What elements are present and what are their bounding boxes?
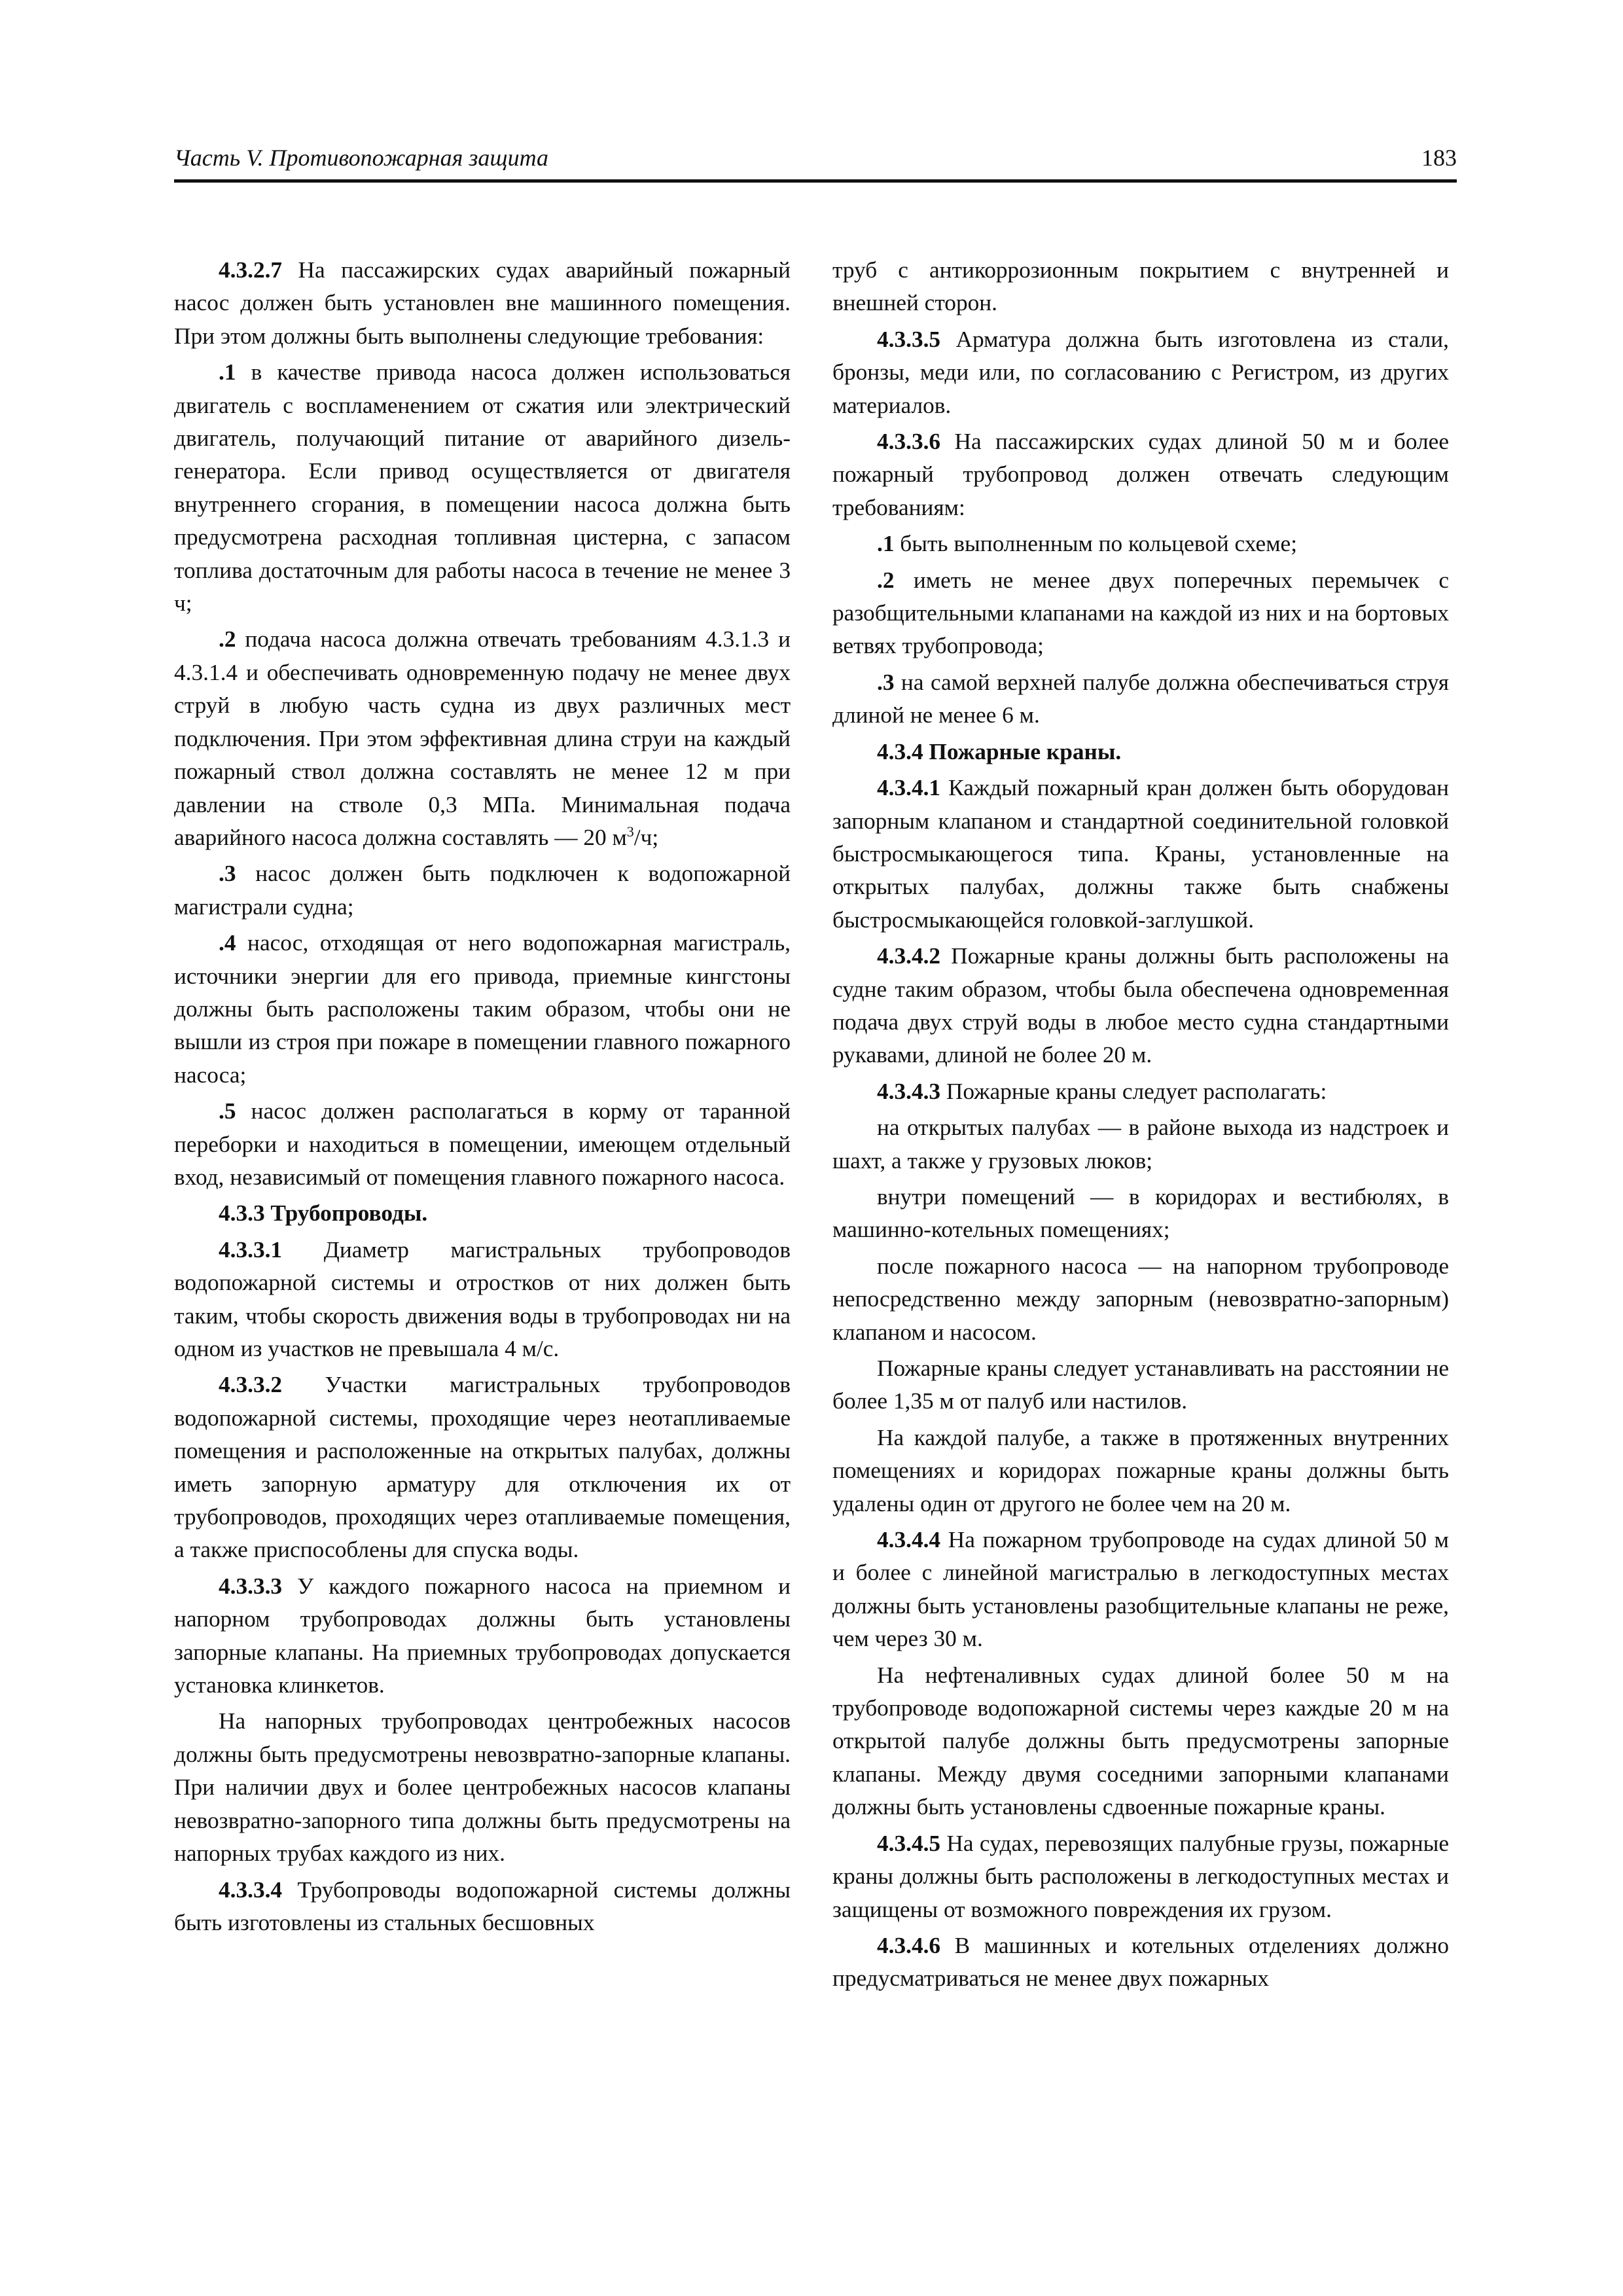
paragraph-text: На судах, перевозящих палубные грузы, пожарные краны должны быть расположены в легкодоступных местах и защищены от возможного повреждения их грузом. — [832, 1830, 1449, 1922]
paragraph — [832, 666, 1449, 732]
paragraph-text: насос должен быть подключен к водопожарной магистрали судна; — [174, 861, 791, 920]
paragraph-text: Диаметр магистральных трубопроводов водопожарной системы и отростков от них должен быть таким, чтобы скорость движения воды в трубопроводах ни на одном из участков не превышала 4 м/с. — [174, 1236, 791, 1361]
paragraph-text: на открытых палубах — в районе выхода из надстроек и шахт, а также у грузовых люков; — [832, 1115, 1449, 1174]
clause-number: .2 — [219, 626, 236, 653]
paragraph — [174, 623, 791, 854]
paragraph-text: Пожарные краны должны быть расположены на судне таким образом, чтобы была обеспечена одновременная подача двух струй воды в любое место судна стандартными рукавами, длиной не более 20 м. — [832, 943, 1449, 1068]
clause-number: 4.3.3.4 — [219, 1876, 283, 1903]
paragraph — [174, 1369, 791, 1566]
paragraph — [174, 1874, 791, 1940]
paragraph-text: Участки магистральных трубопроводов водопожарной системы, проходящие через неотапливаемые помещения и расположенные на открытых палубах, должны иметь запорную арматуру для отключения их от трубопроводов, проходящих через отапливаемые помещения, а также приспособлены для спуска воды. — [174, 1372, 791, 1563]
clause-number: 4.3.3.6 — [877, 429, 941, 455]
clause-number: .1 — [877, 531, 895, 557]
paragraph — [832, 1659, 1449, 1824]
clause-number: .1 — [219, 359, 236, 386]
paragraph — [832, 1250, 1449, 1349]
clause-number: .3 — [219, 861, 236, 887]
paragraph — [174, 254, 791, 353]
clause-number: 4.3.3.3 — [219, 1573, 283, 1599]
paragraph-text: На пассажирских судах длиной 50 м и более пожарный трубопровод должен отвечать следующим требованиям: — [832, 429, 1449, 520]
clause-number: .5 — [219, 1098, 236, 1124]
paragraph — [832, 1827, 1449, 1926]
paragraph — [832, 1181, 1449, 1247]
clause-number: .4 — [219, 930, 236, 956]
clause-number: 4.3.4.5 — [877, 1830, 941, 1856]
running-title: Часть V. Противопожарная защита — [174, 145, 549, 171]
paragraph — [832, 1422, 1449, 1520]
paragraph — [174, 1705, 791, 1870]
paragraph — [832, 1075, 1449, 1108]
clause-number: 4.3.3.1 — [219, 1236, 283, 1263]
paragraph — [832, 1352, 1449, 1418]
paragraph — [832, 425, 1449, 524]
paragraph-text: На напорных трубопроводах центробежных насосов должны быть предусмотрены невозвратно-запорные клапаны. При наличии двух и более центробежных насосов клапаны невозвратно-запорного типа должны быть предусмотрены на напорных трубах каждого из них. — [174, 1708, 791, 1867]
superscript: 3 — [626, 823, 634, 840]
page-header — [174, 141, 1457, 183]
paragraph-text: На каждой палубе, а также в протяженных внутренних помещениях и коридорах пожарные краны должны быть удалены один от другого не более чем на 20 м. — [832, 1424, 1449, 1516]
paragraph — [832, 323, 1449, 422]
paragraph — [832, 1929, 1449, 1996]
paragraph-text: в качестве привода насоса должен использоваться двигатель с воспламенением от сжатия или электрический двигатель, получающий питание от аварийного дизель-генератора. Если привод осуществляется от двигателя внутреннего сгорания, в помещении насоса должна быть предусмотрена расходная топливная цистерна, с запасом топлива достаточным для работы насоса в течение не менее 3 ч; — [174, 359, 791, 617]
paragraph — [832, 528, 1449, 560]
paragraph — [174, 1570, 791, 1702]
clause-number: 4.3.3.2 — [219, 1372, 283, 1398]
paragraph — [832, 1524, 1449, 1656]
clause-number: 4.3.4.3 — [877, 1078, 941, 1104]
paragraph — [174, 1234, 791, 1366]
paragraph-text: Трубопроводы водопожарной системы должны быть изготовлены из стальных бесшовных — [174, 1876, 791, 1935]
paragraph-text: на самой верхней палубе должна обеспечиваться струя длиной не менее 6 м. — [832, 669, 1449, 728]
paragraph-text: подача насоса должна отвечать требованиям 4.3.1.3 и 4.3.1.4 и обеспечивать одновременную подачу не менее двух струй в любую часть судна из двух различных мест подключения. При этом эффективная длина струи на каждый пожарный ствол должна составлять не менее 12 м при давлении на стволе 0,3 МПа. Минимальная подача аварийного насоса должна составлять — 20 м — [174, 626, 791, 850]
clause-number: 4.3.4.1 — [877, 775, 941, 801]
clause-number: 4.3.3.5 — [877, 326, 941, 352]
paragraph-text: На пассажирских судах аварийный пожарный насос должен быть установлен вне машинного помещения. При этом должны быть выполнены следующие требования: — [174, 257, 791, 349]
section-heading: 4.3.4 Пожарные краны. — [877, 738, 1122, 764]
paragraph-text-tail: /ч; — [633, 824, 659, 850]
paragraph-text: иметь не менее двух поперечных перемычек с разобщительными клапанами на каждой из них и на бортовых ветвях трубопровода; — [832, 567, 1449, 659]
clause-number: .3 — [877, 669, 895, 695]
paragraph-text: быть выполненным по кольцевой схеме; — [894, 531, 1298, 557]
section-heading: 4.3.3 Трубопроводы. — [219, 1200, 428, 1227]
paragraph-text: У каждого пожарного насоса на приемном и напорном трубопроводах должны быть установлены запорные клапаны. На приемных трубопроводах допускается установка клинкетов. — [174, 1573, 791, 1698]
clause-number: 4.3.2.7 — [219, 257, 283, 283]
paragraph — [832, 1111, 1449, 1177]
clause-number: .2 — [877, 567, 895, 593]
paragraph — [174, 927, 791, 1092]
paragraph-text: На нефтеналивных судах длиной более 50 м на трубопроводе водопожарной системы через каждые 20 м на открытой палубе должны быть предусмотрены запорные клапаны. Между двумя соседними запорными клапанами должны быть установлены сдвоенные пожарные краны. — [832, 1662, 1449, 1820]
paragraph-text: Каждый пожарный кран должен быть оборудован запорным клапаном и стандартной соединительной головкой быстросмыкающегося типа. Краны, установленные на открытых палубах, должны также быть снабжены быстросмыкающейся головкой-заглушкой. — [832, 775, 1449, 933]
paragraph-text: внутри помещений — в коридорах и вестибюлях, в машинно-котельных помещениях; — [832, 1183, 1449, 1243]
paragraph — [832, 940, 1449, 1072]
right-column — [832, 254, 1449, 1999]
paragraph — [832, 564, 1449, 663]
paragraph-text: насос, отходящая от него водопожарная магистраль, источники энергии для его привода, приемные кингстоны должны быть расположены таким образом, чтобы они не вышли из строя при пожаре в помещении главного пожарного насоса; — [174, 930, 791, 1088]
paragraph-text: после пожарного насоса — на напорном трубопроводе непосредственно между запорным (невозвратно-запорным) клапаном и насосом. — [832, 1253, 1449, 1345]
clause-number: 4.3.4.4 — [877, 1527, 941, 1553]
page-number: 183 — [1421, 145, 1457, 171]
left-column — [174, 254, 791, 1943]
paragraph-text: труб с антикоррозионным покрытием с внутренней и внешней сторон. — [832, 257, 1449, 316]
paragraph-text: Пожарные краны следует устанавливать на расстоянии не более 1,35 м от палуб или настилов. — [832, 1355, 1449, 1414]
paragraph — [832, 772, 1449, 937]
paragraph-text: В машинных и котельных отделениях должно предусматриваться не менее двух пожарных — [832, 1932, 1449, 1992]
clause-number: 4.3.4.2 — [877, 943, 941, 969]
paragraph-text: насос должен располагаться в корму от таранной переборки и находиться в помещении, имеющем отдельный вход, независимый от помещения главного пожарного насоса. — [174, 1098, 791, 1190]
paragraph — [174, 356, 791, 620]
paragraph — [832, 254, 1449, 320]
paragraph — [174, 857, 791, 924]
paragraph — [174, 1095, 791, 1194]
paragraph-text: Пожарные краны следует располагать: — [940, 1078, 1327, 1104]
paragraph-text: Арматура должна быть изготовлена из стали, бронзы, меди или, по согласованию с Регистром, из других материалов. — [832, 326, 1449, 418]
clause-number: 4.3.4.6 — [877, 1932, 941, 1958]
paragraph-text: На пожарном трубопроводе на судах длиной 50 м и более с линейной магистралью в легкодоступных местах должны быть установлены разобщительные клапаны не реже, чем через 30 м. — [832, 1527, 1449, 1652]
